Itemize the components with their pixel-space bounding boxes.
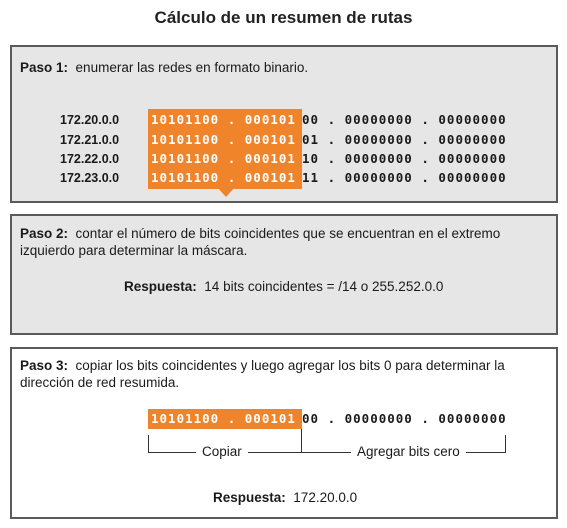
page-title: Cálculo de un resumen de rutas <box>154 8 413 27</box>
step3-zero-bits: 00 . 00000000 . 00000000 <box>302 411 507 426</box>
step3-answer <box>213 490 357 505</box>
step3-instruction <box>20 357 550 391</box>
step3-text-line1: copiar los bits coincidentes y luego agregar los bits 0 para determinar la <box>75 358 505 373</box>
copy-label: Copiar <box>196 444 248 459</box>
matching-bits: 10101100 . 000101 <box>151 170 296 185</box>
ip-address: 172.23.0.0 <box>60 171 120 185</box>
step2-answer-value: 14 bits coincidentes = /14 o 255.252.0.0 <box>204 279 444 294</box>
remaining-bits: 01 . 00000000 . 00000000 <box>302 132 507 147</box>
step2-panel <box>10 214 558 335</box>
step3-text-line2: dirección de red resumida. <box>20 375 180 390</box>
ip-address: 172.21.0.0 <box>60 133 120 147</box>
step3-answer-value: 172.20.0.0 <box>293 490 358 505</box>
step3-panel <box>10 347 558 519</box>
remaining-bits: 00 . 00000000 . 00000000 <box>302 112 507 127</box>
step1-highlight-pointer <box>217 187 235 197</box>
step1-instruction <box>20 59 308 76</box>
ip-address: 172.22.0.0 <box>60 152 120 166</box>
step2-instruction <box>20 225 550 259</box>
step2-label: Paso 2: <box>20 226 69 241</box>
step3-answer-label: Respuesta: <box>213 490 286 505</box>
zero-bracket-right <box>505 435 506 453</box>
step2-answer <box>124 279 443 294</box>
copy-bracket-right <box>301 429 302 453</box>
step2-answer-label: Respuesta: <box>124 279 197 294</box>
step1-text: enumerar las redes en formato binario. <box>75 60 309 75</box>
step1-label: Paso 1: <box>20 60 69 75</box>
matching-bits: 10101100 . 000101 <box>151 112 296 127</box>
remaining-bits: 10 . 00000000 . 00000000 <box>302 151 507 166</box>
step1-panel <box>10 45 558 203</box>
step3-matching-bits: 10101100 . 000101 <box>151 411 296 426</box>
step2-text-line1: contar el número de bits coincidentes que se encuentran en el extremo <box>75 226 501 241</box>
add-zero-label: Agregar bits cero <box>351 444 466 459</box>
step3-label: Paso 3: <box>20 358 69 373</box>
copy-bracket-left <box>148 435 149 453</box>
remaining-bits: 11 . 00000000 . 00000000 <box>302 170 507 185</box>
matching-bits: 10101100 . 000101 <box>151 132 296 147</box>
ip-address: 172.20.0.0 <box>60 113 120 127</box>
matching-bits: 10101100 . 000101 <box>151 151 296 166</box>
step2-text-line2: izquierdo para determinar la máscara. <box>20 243 248 258</box>
